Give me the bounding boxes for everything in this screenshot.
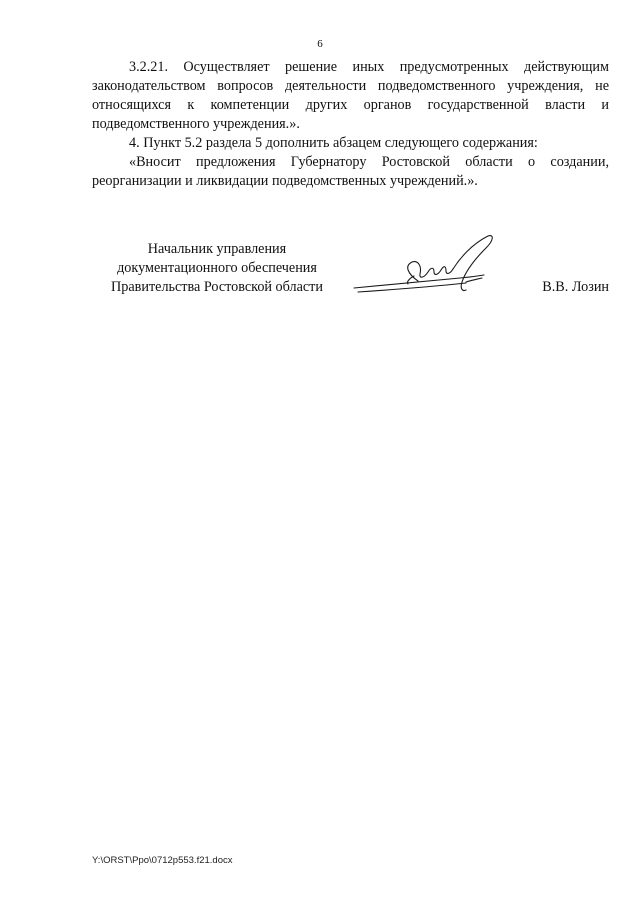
signature-block: [92, 240, 609, 310]
position-line: документационного обеспечения: [117, 260, 317, 276]
document-body: [92, 58, 609, 191]
position-line: Правительства Ростовской области: [111, 279, 323, 295]
paragraph-3-2-21: 3.2.21. Осуществляет решение иных предусмотренных действующим законодательством вопросов деятельности подведомственного учреждения, не относящихся к компетенции других органов государственной власти и подведомственного учреждения.».: [92, 59, 609, 132]
position-line: Начальник управления: [147, 241, 287, 257]
signer-position: [92, 240, 342, 297]
signer-name: В.В. Лозин: [542, 279, 609, 295]
paragraph-quoted-addition: «Вносит предложения Губернатору Ростовской области о создании, реорганизации и ликвидации подведомственных учреждений.».: [92, 154, 609, 189]
file-path-footer: Y:\ORST\Ppo\0712p553.f21.docx: [92, 855, 233, 866]
paragraph-item-4: 4. Пункт 5.2 раздела 5 дополнить абзацем следующего содержания:: [129, 135, 538, 151]
page-number: 6: [317, 38, 323, 50]
handwritten-signature: [348, 232, 518, 302]
